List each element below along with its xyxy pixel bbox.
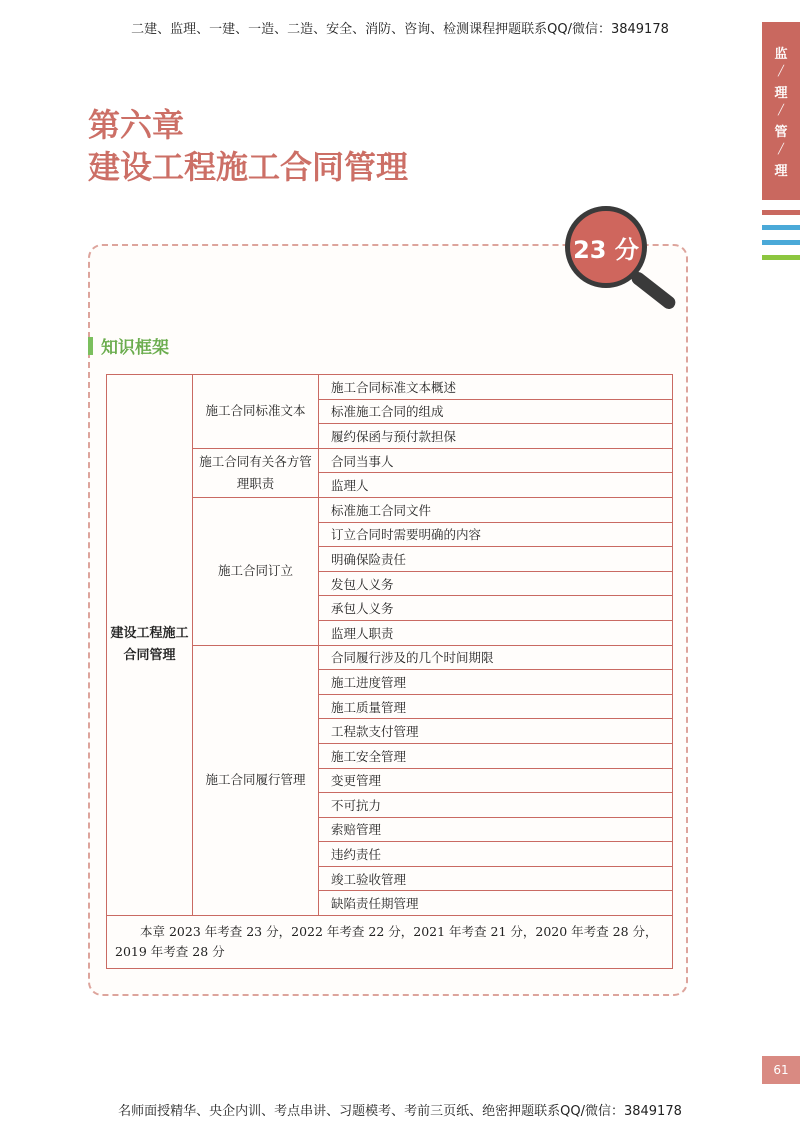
side-tab-separator: ╱ [777,105,785,116]
framework-item: 施工合同标准文本概述 [319,375,673,400]
framework-item: 合同履行涉及的几个时间期限 [319,645,673,670]
stripe-pink [762,210,800,215]
side-tab-char: 理 [774,164,788,179]
framework-item: 监理人 [319,473,673,498]
section-label: 知识框架 [101,338,169,358]
framework-item: 承包人义务 [319,596,673,621]
side-category-tab [762,22,800,200]
side-tab-separator: ╱ [777,66,785,77]
framework-item: 施工安全管理 [319,743,673,768]
stripe-green [762,255,800,260]
table-row [107,916,673,969]
framework-group: 施工合同有关各方管理职责 [193,448,319,497]
footer-promo: 名师面授精华、央企内训、考点串讲、习题模考、考前三页纸、绝密押题联系QQ/微信：3849178 [118,1104,682,1119]
section-heading [88,333,169,358]
framework-item: 索赔管理 [319,817,673,842]
chapter-title: 建设工程施工合同管理 [88,148,409,186]
framework-group: 施工合同标准文本 [193,375,319,449]
framework-item: 发包人义务 [319,571,673,596]
score-text: 23 分 [573,235,639,264]
knowledge-framework-table [106,374,673,969]
page-number: 61 [762,1056,800,1084]
chapter-number: 第六章 [88,106,185,144]
side-tab-separator: ╱ [777,144,785,155]
framework-group: 施工合同订立 [193,497,319,645]
framework-item: 履约保函与预付款担保 [319,424,673,449]
exam-score-summary: 本章 2023 年考查 23 分，2022 年考查 22 分，2021 年考查 21 分，2020 年考查 28 分，2019 年考查 28 分 [107,916,673,969]
framework-item: 施工进度管理 [319,670,673,695]
side-tab-char: 理 [774,86,788,101]
side-tab-char: 管 [774,125,788,140]
score-circle [565,206,647,288]
header-promo: 二建、监理、一建、一造、二造、安全、消防、咨询、检测课程押题联系QQ/微信：3849178 [131,22,669,37]
framework-item: 竣工验收管理 [319,866,673,891]
magnifier-score-badge [565,206,689,302]
stripe-blue [762,240,800,245]
framework-item: 合同当事人 [319,448,673,473]
framework-item: 标准施工合同的组成 [319,399,673,424]
framework-group: 施工合同履行管理 [193,645,319,916]
framework-item: 明确保险责任 [319,547,673,572]
framework-item: 监理人职责 [319,620,673,645]
framework-item: 订立合同时需要明确的内容 [319,522,673,547]
side-color-stripes [762,210,800,270]
framework-item: 标准施工合同文件 [319,497,673,522]
table-row [107,375,673,400]
framework-item: 工程款支付管理 [319,719,673,744]
side-tab-char: 监 [774,47,788,62]
framework-item: 施工质量管理 [319,694,673,719]
framework-root: 建设工程施工合同管理 [107,375,193,916]
stripe-blue [762,225,800,230]
framework-item: 不可抗力 [319,793,673,818]
framework-item: 缺陷责任期管理 [319,891,673,916]
section-bar-icon [88,337,93,355]
framework-item: 违约责任 [319,842,673,867]
framework-item: 变更管理 [319,768,673,793]
